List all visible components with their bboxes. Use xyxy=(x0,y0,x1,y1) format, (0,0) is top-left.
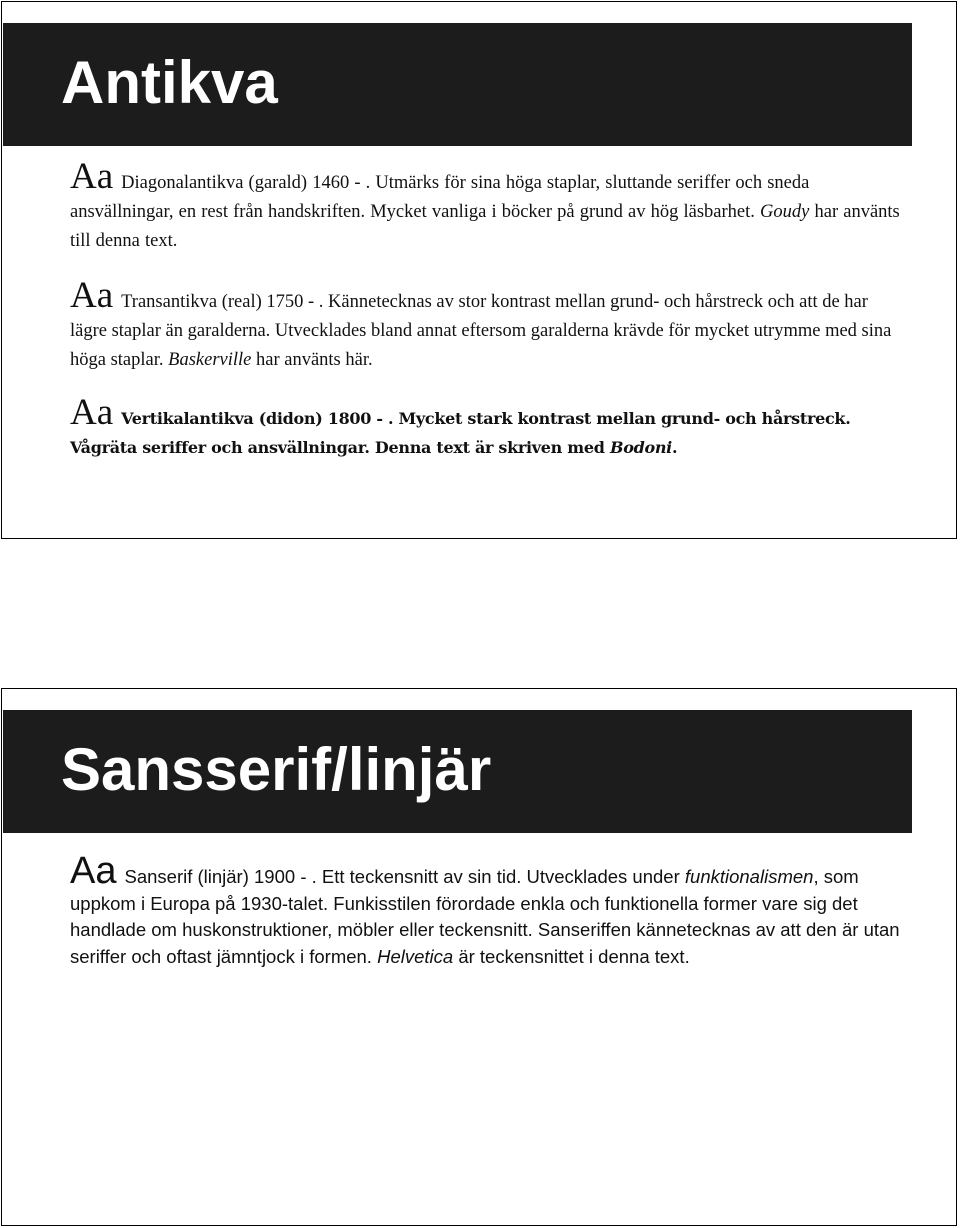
entry-text: Sanserif (linjär) 1900 - . Ett teckensnitt av sin tid. Utvecklades under xyxy=(124,866,685,887)
typeface-name: Baskerville xyxy=(168,350,252,370)
title-bar xyxy=(3,710,912,833)
typeface-name: Goudy xyxy=(760,202,810,222)
type-sample: Aa xyxy=(70,850,117,892)
type-sample: Aa xyxy=(70,392,114,433)
entry-text-end: har använts till denna text. xyxy=(70,202,900,251)
entry-text: Transantikva (real) 1750 - . Kännetecknas av stor kontrast mellan grund- och hårstreck och att de har lägre staplar än garalderna. Utvecklades bland annat eftersom garalderna krävde för mycket utrymme med sina höga staplar. xyxy=(70,292,892,370)
typeface-entry-linjar xyxy=(70,850,900,970)
movement-name: funktionalismen xyxy=(684,866,814,887)
title-bar xyxy=(3,23,912,146)
slide-antikva xyxy=(1,1,957,539)
typeface-entry-garald xyxy=(70,156,900,256)
entry-text-end: är teckensnittet i denna text. xyxy=(453,945,690,967)
typeface-name: Helvetica xyxy=(377,945,454,967)
entry-text: Vertikalantikva (didon) 1800 - . Mycket stark kontrast mellan grund- och hårstreck. Vågräta seriffer och ansvällningar. Denna text är skriven med xyxy=(70,409,851,457)
entry-text-end: . xyxy=(671,438,678,457)
slide-title: Antikva xyxy=(61,49,278,116)
type-sample: Aa xyxy=(70,275,114,316)
slide-title: Sansserif/linjär xyxy=(61,736,492,803)
slide-sansserif xyxy=(1,688,957,1226)
typeface-entry-didon xyxy=(70,392,900,462)
typeface-entry-real xyxy=(70,275,900,375)
entry-text: Diagonalantikva (garald) 1460 - . Utmärks för sina höga staplar, sluttande seriffer och sneda ansvällningar, en rest från handskriften. Mycket vanliga i böcker på grund av hög läsbarhet. xyxy=(70,173,810,222)
entry-text-middle: , som uppkom i Europa på 1930-talet. Funkisstilen förordade enkla och funktionella former vare sig det handlade om huskonstruktioner, möbler eller teckensnitt. Sanseriffen kännetecknas av att den är utan seriffer och oftast jämntjock i formen. xyxy=(70,866,900,967)
type-sample: Aa xyxy=(70,156,114,197)
entry-text-end: har använts här. xyxy=(251,350,373,370)
typeface-name: Bodoni xyxy=(609,438,672,457)
